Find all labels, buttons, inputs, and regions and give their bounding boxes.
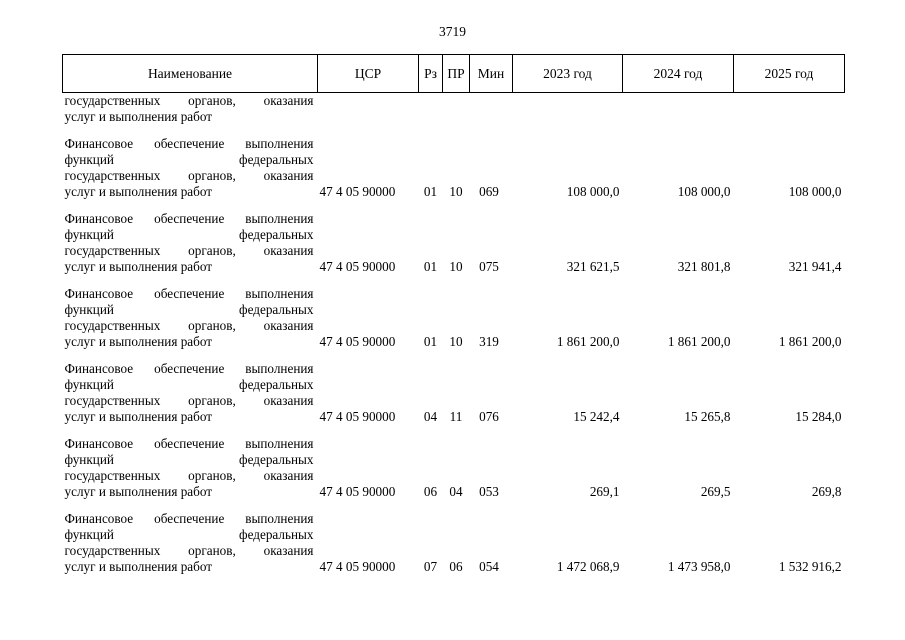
name-line-3: государственных органов, оказания xyxy=(64,543,314,558)
continuation-row xyxy=(63,93,845,126)
name-line-3: государственных органов, оказания xyxy=(64,393,314,408)
continuation-line-2: услуг и выполнения работ xyxy=(64,109,213,124)
row-csr: 47 4 05 90000 xyxy=(319,334,396,349)
row-2025: 15 284,0 xyxy=(795,409,842,424)
row-2024: 1 861 200,0 xyxy=(667,334,731,349)
budget-table xyxy=(62,54,845,575)
row-2025: 108 000,0 xyxy=(788,184,842,199)
name-line-2: функций федеральных xyxy=(64,227,314,242)
header-2025: 2025 год xyxy=(734,55,845,93)
continuation-name xyxy=(63,93,318,126)
row-min: 069 xyxy=(479,184,499,199)
row-rz: 04 xyxy=(423,409,438,424)
row-2023: 321 621,5 xyxy=(566,259,620,274)
name-line-4: услуг и выполнения работ xyxy=(64,559,213,574)
name-line-2: функций федеральных xyxy=(64,302,314,317)
header-csr: ЦСР xyxy=(318,55,419,93)
table-row xyxy=(63,425,845,500)
row-2023: 1 472 068,9 xyxy=(556,559,620,574)
name-line-1: Финансовое обеспечение выполнения xyxy=(64,436,314,451)
row-pr: 06 xyxy=(449,559,463,574)
row-2025: 269,8 xyxy=(811,484,842,499)
name-line-3: государственных органов, оказания xyxy=(64,468,314,483)
header-2024: 2024 год xyxy=(623,55,734,93)
row-rz: 01 xyxy=(423,184,438,199)
row-pr: 04 xyxy=(449,484,463,499)
row-2024: 15 265,8 xyxy=(684,409,731,424)
row-min: 075 xyxy=(479,259,499,274)
name-line-2: функций федеральных xyxy=(64,527,314,542)
row-2025: 1 861 200,0 xyxy=(778,334,842,349)
row-pr: 11 xyxy=(449,409,463,424)
header-rz: Рз xyxy=(419,55,443,93)
name-line-4: услуг и выполнения работ xyxy=(64,259,213,274)
row-name xyxy=(63,500,318,575)
row-pr: 10 xyxy=(449,259,463,274)
table-row xyxy=(63,500,845,575)
row-2023: 269,1 xyxy=(589,484,620,499)
row-csr: 47 4 05 90000 xyxy=(319,559,396,574)
header-name: Наименование xyxy=(63,55,318,93)
name-line-1: Финансовое обеспечение выполнения xyxy=(64,361,314,376)
row-min: 076 xyxy=(479,409,499,424)
row-name xyxy=(63,425,318,500)
row-name xyxy=(63,350,318,425)
name-line-2: функций федеральных xyxy=(64,452,314,467)
row-name xyxy=(63,125,318,200)
name-line-4: услуг и выполнения работ xyxy=(64,409,213,424)
row-2025: 1 532 916,2 xyxy=(778,559,842,574)
row-pr: 10 xyxy=(449,334,463,349)
name-line-2: функций федеральных xyxy=(64,377,314,392)
header-min: Мин xyxy=(470,55,513,93)
row-name xyxy=(63,275,318,350)
row-2024: 1 473 958,0 xyxy=(667,559,731,574)
row-2024: 269,5 xyxy=(700,484,731,499)
row-rz: 01 xyxy=(423,259,438,274)
name-line-1: Финансовое обеспечение выполнения xyxy=(64,211,314,226)
row-rz: 07 xyxy=(423,559,438,574)
header-pr: ПР xyxy=(443,55,470,93)
name-line-4: услуг и выполнения работ xyxy=(64,184,213,199)
row-pr: 10 xyxy=(449,184,463,199)
name-line-3: государственных органов, оказания xyxy=(64,243,314,258)
row-2024: 108 000,0 xyxy=(677,184,731,199)
name-line-4: услуг и выполнения работ xyxy=(64,484,213,499)
name-line-4: услуг и выполнения работ xyxy=(64,334,213,349)
row-csr: 47 4 05 90000 xyxy=(319,184,396,199)
name-line-1: Финансовое обеспечение выполнения xyxy=(64,511,314,526)
table-row xyxy=(63,200,845,275)
row-rz: 01 xyxy=(423,334,438,349)
page-number: 3719 xyxy=(439,24,466,39)
name-line-3: государственных органов, оказания xyxy=(64,168,314,183)
row-name xyxy=(63,200,318,275)
name-line-3: государственных органов, оказания xyxy=(64,318,314,333)
row-min: 319 xyxy=(479,334,499,349)
row-2023: 1 861 200,0 xyxy=(556,334,620,349)
row-2024: 321 801,8 xyxy=(677,259,731,274)
name-line-1: Финансовое обеспечение выполнения xyxy=(64,136,314,151)
table-row xyxy=(63,275,845,350)
header-2023: 2023 год xyxy=(513,55,623,93)
row-min: 053 xyxy=(479,484,499,499)
row-csr: 47 4 05 90000 xyxy=(319,484,396,499)
table-header-row xyxy=(63,55,845,93)
row-csr: 47 4 05 90000 xyxy=(319,409,396,424)
continuation-line-1: государственных органов, оказания xyxy=(64,93,314,108)
row-csr: 47 4 05 90000 xyxy=(319,259,396,274)
row-2023: 15 242,4 xyxy=(573,409,620,424)
row-2025: 321 941,4 xyxy=(788,259,842,274)
name-line-2: функций федеральных xyxy=(64,152,314,167)
name-line-1: Финансовое обеспечение выполнения xyxy=(64,286,314,301)
table-row xyxy=(63,125,845,200)
table-row xyxy=(63,350,845,425)
row-2023: 108 000,0 xyxy=(566,184,620,199)
row-min: 054 xyxy=(479,559,499,574)
row-rz: 06 xyxy=(423,484,438,499)
